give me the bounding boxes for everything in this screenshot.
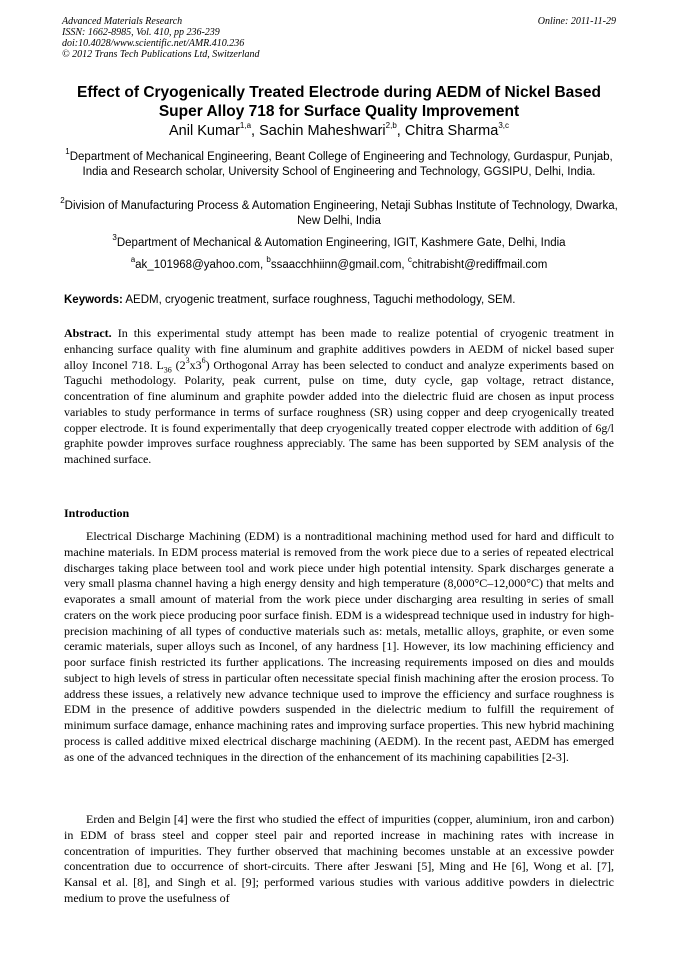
email-link[interactable]: ak_101968@yahoo.com, — [135, 259, 264, 271]
affiliation-text: Division of Manufacturing Process & Automation Engineering, Netaji Subhas Institute of Technology, Dwarka, New Delhi, India — [64, 200, 618, 227]
author-mark: 3,c — [498, 121, 509, 131]
author-name: Chitra Sharma — [404, 123, 499, 139]
keywords-text: AEDM, cryogenic treatment, surface roughness, Taguchi methodology, SEM. — [125, 294, 516, 306]
abstract-text: ) Orthogonal Array has been selected to conduct and analyze experiments based on Taguchi methodology. Polarity, peak current, pulse on time, duty cycle, gap voltage, retract distance, concentration of fine aluminum and graphite powder added into the dielectric fluid are chosen as input process variables to study performance in terms of surface roughness (SR) using copper and deep cryogenically treated copper electrode. It is found experimentally that deep cryogenically treated copper electrode with addition of 6g/l graphite powder improves surface roughness appreciably. The same has been supported by SEM analysis of the machined surface. — [64, 357, 614, 466]
author-list: Anil Kumar$^{1,a}$, Sachin Maheshwari$^{2,b}$, Chitra Sharma$^{3,c}$ — [169, 121, 509, 139]
affiliation-text: Department of Mechanical & Automation Engineering, IGIT, Kashmere Gate, Delhi, India — [116, 237, 566, 249]
keywords — [64, 293, 618, 308]
email-link[interactable]: ssaacchhiinn@gmail.com, — [270, 259, 405, 271]
journal-name: Advanced Materials Research — [62, 16, 183, 27]
email-link[interactable]: chitrabisht@rediffmail.com — [411, 259, 548, 271]
affiliation — [55, 196, 623, 229]
author-mark: 2,b — [385, 121, 397, 131]
email-mark: c — [407, 255, 412, 265]
author-name: Anil Kumar — [169, 123, 240, 139]
email-mark: b — [266, 255, 271, 265]
array-text: x3 — [189, 357, 202, 372]
affiliation — [55, 147, 623, 180]
author-mark: 1,a — [239, 121, 252, 131]
email-mark: a — [130, 255, 136, 265]
copyright-line: © 2012 Trans Tech Publications Ltd, Switzerland — [62, 49, 260, 60]
array-subscript: 36 — [163, 364, 172, 374]
affiliation-mark: 1 — [65, 147, 70, 157]
author-name: Sachin Maheshwari — [259, 123, 386, 139]
issn-line: ISSN: 1662-8985, Vol. 410, pp 236-239 — [62, 27, 220, 38]
journal-header — [62, 16, 616, 60]
affiliation-text: Department of Mechanical Engineering, Beant College of Engineering and Technology, Gurdaspur, Punjab, India and Research scholar, University School of Engineering and Technology, GGSIPU, Delhi, India. — [69, 151, 613, 178]
body-paragraph: Electrical Discharge Machining (EDM) is a nontraditional machining method used for hard and difficult to machine materials. In EDM process material is removed from the work piece due to a series of repeated electrical discharges taking place between tool and work piece under high potential intensity. Spark discharges generate a very small plasma channel having a high energy density and high temperature (8,000°C–12,000°C) that melts and evaporates a small amount of material from the work piece under discharging area resulting in series of small craters on the work piece producing poor surface finish. EDM is a widespread technique used in industry for high-precision machining of all types of conductive materials such as: metals, metallic alloys, graphite, or even some ceramic materials, super alloys such as Inconel, of any hardness [1]. However, its low machining efficiency and poor surface finish restricted its further applications. The increasing requirements imposed on dies and moulds subject to high levels of stress in particular often necessitate special finish machining after the erosion process. To address these issues, a relatively new advance technique used to improve the efficiency and surface roughness is EDM in the presence of additive powders suspended in the dielectric medium to fulfill the requirement of minimum surface damage, enhance machining rates and improving surface properties. This new hybrid machining process is called additive mixed electrical discharge machining (AEDM). In the recent past, AEDM has emerged as one of the advanced techniques in the direction of the enhancement of its machining capabilities [2-3]. — [64, 529, 614, 764]
affiliation-mark: 2 — [60, 196, 65, 206]
array-exponent: 6 — [201, 355, 206, 365]
array-text: (2 — [175, 357, 186, 372]
doi-line: doi:10.4028/www.scientific.net/AMR.410.236 — [62, 38, 245, 49]
array-exponent: 3 — [185, 355, 190, 365]
online-date: Online: 2011-11-29 — [537, 16, 616, 27]
affiliation-mark: 3 — [112, 233, 117, 243]
abstract — [64, 326, 614, 468]
abstract-text: In this experimental study attempt has been made to realize potential of cryogenic treatment in enhancing surface quality with fine aluminum and graphite additives powders in AEDM of nickel based super alloy Inconel 718. L — [64, 326, 615, 372]
email-list — [55, 255, 623, 273]
section-heading: Introduction — [64, 506, 130, 520]
abstract-label: Abstract. — [64, 326, 112, 340]
affiliation — [55, 233, 623, 251]
paper-title: Effect of Cryogenically Treated Electrode during AEDM of Nickel Based Super Alloy 718 for Surface Quality Improvement — [77, 84, 601, 120]
body-paragraph: Erden and Belgin [4] were the first who studied the effect of impurities (copper, aluminium, iron and carbon) in EDM of brass steel and copper steel pair and reported increase in machining rates with increase in concentration of impurities. They further observed that machining becomes unstable at an excessive powder concentration due to occurrence of short-circuits. There after Jeswani [5], Ming and He [6], Wong et al. [7], Kansal et al. [8], and Singh et al. [9]; performed various studies with various additive powders in dielectric medium to prove the usefulness of — [64, 812, 614, 905]
keywords-label: Keywords: — [64, 294, 123, 306]
